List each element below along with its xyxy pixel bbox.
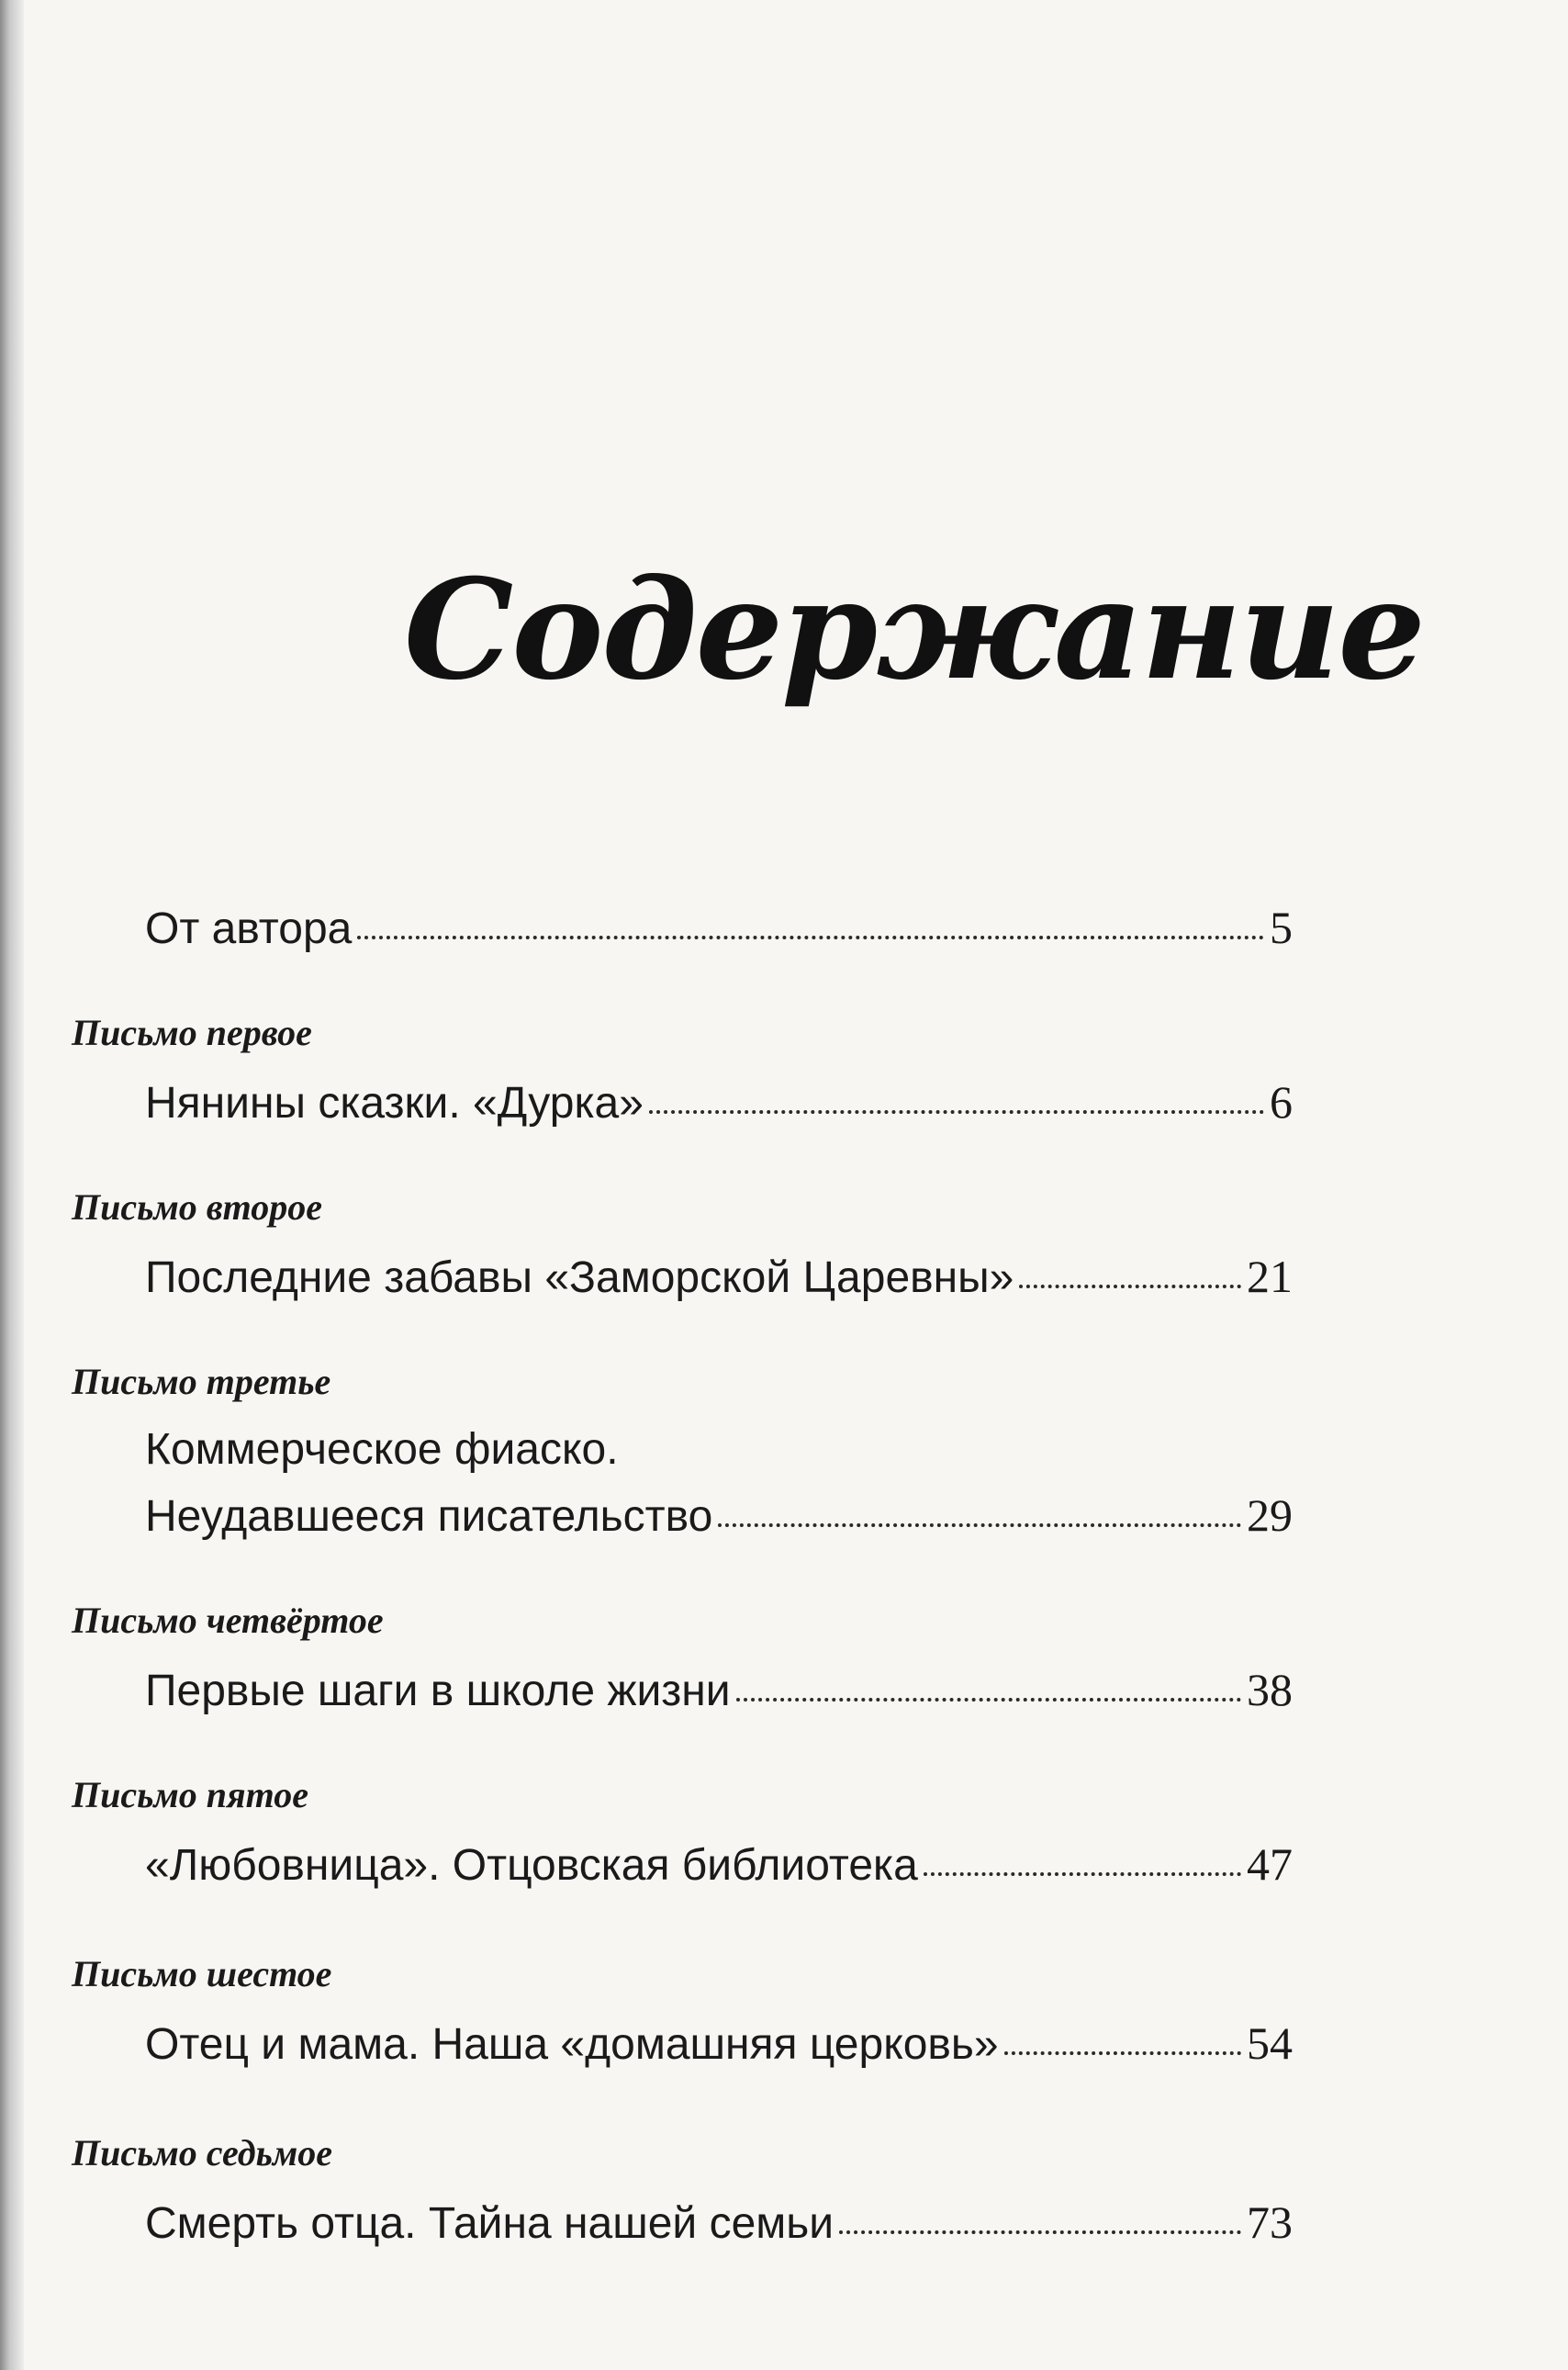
toc-page-number: 73 (1247, 2196, 1293, 2248)
toc-entry[interactable] (145, 1253, 1293, 1300)
page-title: Содержание (404, 548, 1424, 711)
dot-leader (1004, 2051, 1241, 2055)
dot-leader (924, 1872, 1241, 1876)
dot-leader (1019, 1285, 1241, 1288)
toc-entry-title: Смерть отца. Тайна нашей семьи (145, 2199, 834, 2248)
letter-heading: Письмо седьмое (72, 2132, 333, 2173)
toc-page-number: 38 (1247, 1664, 1293, 1715)
toc-entry-title-line[interactable]: Коммерческое фиаско. (145, 1425, 619, 1474)
dot-leader (649, 1110, 1264, 1114)
toc-page-number: 6 (1270, 1076, 1293, 1128)
toc-entry[interactable] (145, 1838, 1293, 1890)
toc-page-number: 21 (1247, 1251, 1293, 1302)
toc-entry[interactable] (145, 2017, 1293, 2069)
toc-page-number: 5 (1270, 902, 1293, 953)
dot-leader (736, 1698, 1241, 1702)
toc-page-number: 29 (1247, 1489, 1293, 1541)
letter-heading: Письмо второе (72, 1186, 323, 1228)
toc-page-number: 54 (1247, 2017, 1293, 2069)
toc-entry[interactable] (145, 1076, 1293, 1128)
toc-entry[interactable] (145, 2196, 1293, 2248)
dot-leader (357, 936, 1264, 939)
dot-leader (839, 2230, 1241, 2234)
letter-heading: Письмо пятое (72, 1774, 308, 1815)
toc-entry[interactable] (145, 1664, 1293, 1715)
toc-page-number: 47 (1247, 1838, 1293, 1890)
letter-heading: Письмо третье (72, 1361, 331, 1402)
toc-entry-title: Нянины сказки. «Дурка» (145, 1079, 644, 1128)
page-edge-shadow (0, 0, 24, 2370)
toc-entry-title: Неудавшееся писательство (145, 1492, 713, 1541)
dot-leader (718, 1523, 1241, 1527)
toc-entry-title: Первые шаги в школе жизни (145, 1667, 731, 1715)
letter-heading: Письмо первое (72, 1012, 312, 1053)
toc-entry-title: Отец и мама. Наша «домашняя церковь» (145, 2020, 999, 2069)
toc-entry-title: «Любовница». Отцовская библиотека (145, 1841, 918, 1890)
letter-heading: Письмо четвёртое (72, 1600, 384, 1641)
toc-entry-title: От автора (145, 904, 353, 953)
letter-heading: Письмо шестое (72, 1953, 332, 1994)
toc-entry[interactable] (145, 1489, 1293, 1541)
toc-entry-intro[interactable] (145, 904, 1293, 951)
toc-entry-title: Последние забавы «Заморской Царевны» (145, 1253, 1014, 1302)
